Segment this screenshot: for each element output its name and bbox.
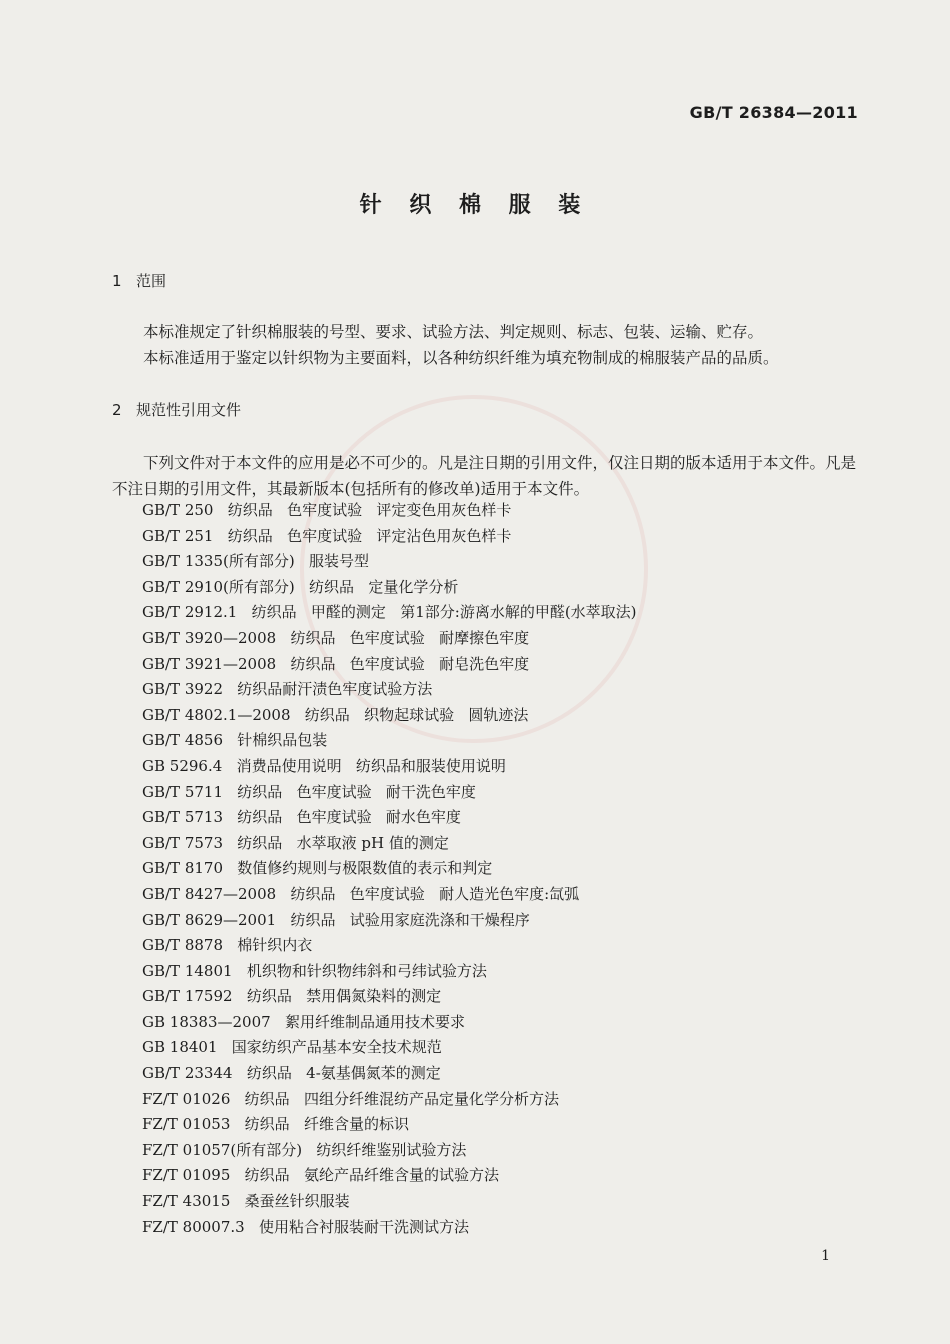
reference-item: GB/T 8427—2008 纺织品 色牢度试验 耐人造光色牢度:氙弧 <box>142 884 580 903</box>
section-title: 规范性引用文件 <box>136 401 242 419</box>
document-title: 针 织 棉 服 装 <box>359 193 591 218</box>
section-title: 范围 <box>136 272 167 290</box>
reference-item: GB/T 5711 纺织品 色牢度试验 耐干洗色牢度 <box>142 782 476 801</box>
reference-item: GB 18401 国家纺织产品基本安全技术规范 <box>142 1038 442 1057</box>
reference-item: FZ/T 01053 纺织品 纤维含量的标识 <box>142 1115 409 1134</box>
reference-item: GB/T 23344 纺织品 4-氨基偶氮苯的测定 <box>142 1064 441 1083</box>
reference-item: FZ/T 80007.3 使用粘合衬服装耐干洗测试方法 <box>142 1217 469 1236</box>
standard-number: GB/T 26384—2011 <box>689 103 858 122</box>
reference-item: GB/T 250 纺织品 色牢度试验 评定变色用灰色样卡 <box>142 501 512 519</box>
section-2-heading <box>112 399 241 420</box>
reference-item: GB/T 251 纺织品 色牢度试验 评定沾色用灰色样卡 <box>142 526 512 545</box>
reference-item: GB/T 1335(所有部分) 服装号型 <box>142 552 370 571</box>
section-number: 1 <box>112 272 122 290</box>
reference-item: GB/T 3922 纺织品耐汗渍色牢度试验方法 <box>142 680 433 699</box>
reference-item: GB 5296.4 消费品使用说明 纺织品和服装使用说明 <box>142 756 506 775</box>
reference-item: GB/T 8629—2001 纺织品 试验用家庭洗涤和干燥程序 <box>142 910 530 929</box>
scope-paragraph-2: 本标准适用于鉴定以针织物为主要面料，以各种纺织纤维为填充物制成的棉服装产品的品质。 <box>143 349 779 367</box>
reference-item: FZ/T 01057(所有部分) 纺织纤维鉴别试验方法 <box>142 1140 467 1159</box>
reference-item: GB/T 7573 纺织品 水萃取液 pH 值的测定 <box>142 833 449 852</box>
reference-item: GB/T 2910(所有部分) 纺织品 定量化学分析 <box>142 577 459 596</box>
reference-item: FZ/T 01095 纺织品 氨纶产品纤维含量的试验方法 <box>142 1166 499 1185</box>
reference-item: GB/T 14801 机织物和针织物纬斜和弓纬试验方法 <box>142 961 487 980</box>
references-intro-paragraph: 下列文件对于本文件的应用是必不可少的。凡是注日期的引用文件，仅注日期的版本适用于本文件。凡是不注日期的引用文件，其最新版本(包括所有的修改单)适用于本文件。 <box>112 454 857 498</box>
section-number: 2 <box>112 401 122 419</box>
section-1-heading <box>112 270 166 291</box>
reference-item: GB/T 4856 针棉织品包装 <box>142 731 328 750</box>
reference-item: FZ/T 43015 桑蚕丝针织服装 <box>142 1192 350 1211</box>
reference-item: GB/T 3920—2008 纺织品 色牢度试验 耐摩擦色牢度 <box>142 628 530 647</box>
reference-item: GB/T 17592 纺织品 禁用偶氮染料的测定 <box>142 987 442 1006</box>
reference-list <box>142 498 637 1240</box>
reference-item: GB 18383—2007 絮用纤维制品通用技术要求 <box>142 1012 465 1031</box>
reference-item: GB/T 4802.1—2008 纺织品 织物起球试验 圆轨迹法 <box>142 705 529 724</box>
reference-item: FZ/T 01026 纺织品 四组分纤维混纺产品定量化学分析方法 <box>142 1089 559 1108</box>
page-number: 1 <box>821 1248 830 1264</box>
scope-paragraph-1: 本标准规定了针织棉服装的号型、要求、试验方法、判定规则、标志、包装、运输、贮存。 <box>143 323 764 341</box>
reference-item: GB/T 5713 纺织品 色牢度试验 耐水色牢度 <box>142 808 461 827</box>
reference-item: GB/T 8878 棉针织内衣 <box>142 936 313 955</box>
reference-item: GB/T 3921—2008 纺织品 色牢度试验 耐皂洗色牢度 <box>142 654 530 673</box>
reference-item: GB/T 2912.1 纺织品 甲醛的测定 第1部分:游离水解的甲醛(水萃取法) <box>142 603 637 622</box>
reference-item: GB/T 8170 数值修约规则与极限数值的表示和判定 <box>142 859 493 878</box>
